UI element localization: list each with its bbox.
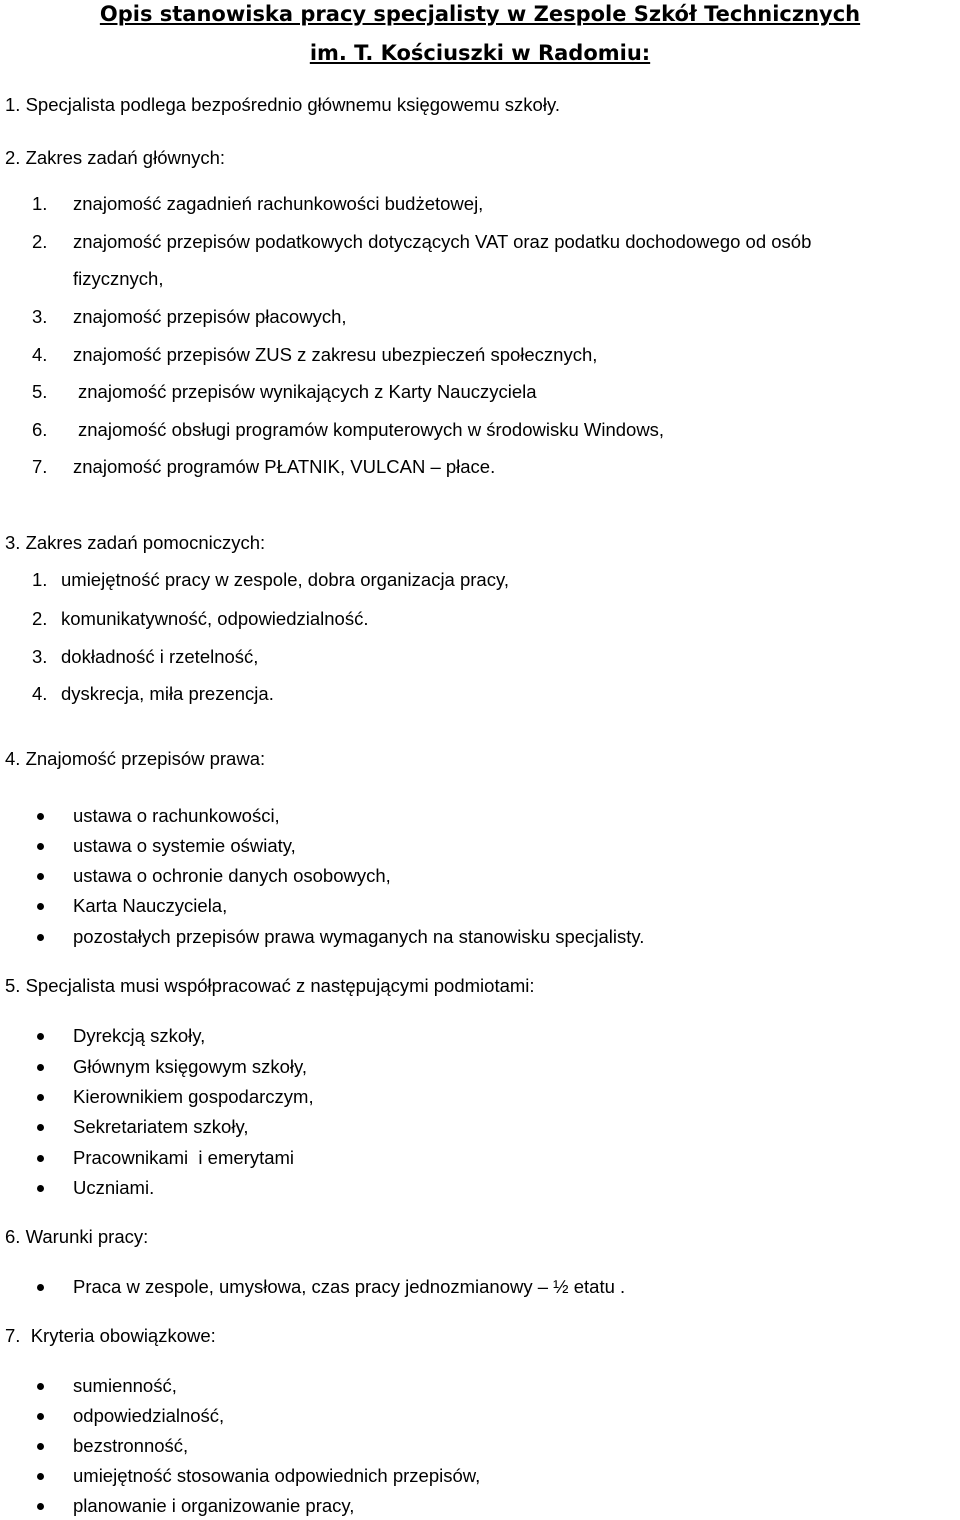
list-item-number: 2. — [32, 608, 48, 629]
list-item: umiejętność pracy w zespole, dobra organizacja pracy, — [61, 569, 509, 590]
list-item-number: 3. — [32, 306, 48, 327]
list-item: sumienność, — [73, 1375, 177, 1396]
bullet-icon — [37, 1124, 44, 1131]
list-item: komunikatywność, odpowiedzialność. — [61, 608, 369, 629]
list-item: ustawa o systemie oświaty, — [73, 835, 296, 856]
bullet-icon — [37, 843, 44, 850]
list-item: Sekretariatem szkoły, — [73, 1116, 249, 1137]
list-item-number: 5. — [32, 381, 48, 402]
list-item: Uczniami. — [73, 1177, 155, 1198]
list-item: Głównym księgowym szkoły, — [73, 1056, 308, 1077]
section-5-heading: 5. Specjalista musi współpracować z następującymi podmiotami: — [5, 975, 535, 996]
list-item: odpowiedzialność, — [73, 1405, 225, 1426]
section-4-heading: 4. Znajomość przepisów prawa: — [5, 748, 266, 769]
list-item: dokładność i rzetelność, — [61, 646, 259, 667]
list-item: znajomość programów PŁATNIK, VULCAN – płace. — [73, 456, 496, 477]
list-item: Pracownikami i emerytami — [73, 1147, 295, 1168]
bullet-icon — [37, 1064, 44, 1071]
section-7-heading: 7. Kryteria obowiązkowe: — [5, 1325, 216, 1346]
list-item-number: 1. — [32, 569, 48, 590]
list-item-number: 1. — [32, 193, 48, 214]
list-item: znajomość przepisów podatkowych dotyczących VAT oraz podatku dochodowego od osób — [73, 231, 812, 252]
bullet-icon — [37, 813, 44, 820]
document-title-line-1: Opis stanowiska pracy specjalisty w Zespole Szkół Technicznych — [99, 2, 861, 26]
bullet-icon — [37, 1284, 44, 1291]
list-item: pozostałych przepisów prawa wymaganych na stanowisku specjalisty. — [73, 926, 645, 947]
list-item: ustawa o rachunkowości, — [73, 805, 280, 826]
list-item-continuation: fizycznych, — [73, 268, 164, 289]
list-item: znajomość przepisów ZUS z zakresu ubezpieczeń społecznych, — [73, 344, 598, 365]
bullet-icon — [37, 1155, 44, 1162]
list-item: ustawa o ochronie danych osobowych, — [73, 865, 391, 886]
list-item: znajomość obsługi programów komputerowych w środowisku Windows, — [78, 419, 665, 440]
bullet-icon — [37, 903, 44, 910]
bullet-icon — [37, 1443, 44, 1450]
list-item-number: 6. — [32, 419, 48, 440]
list-item: Dyrekcją szkoły, — [73, 1025, 206, 1046]
list-item: dyskrecja, miła prezencja. — [61, 683, 274, 704]
section-1-text: 1. Specjalista podlega bezpośrednio głównemu księgowemu szkoły. — [5, 94, 560, 115]
list-item: znajomość przepisów wynikających z Karty Nauczyciela — [78, 381, 537, 402]
list-item: znajomość przepisów płacowych, — [73, 306, 347, 327]
bullet-icon — [37, 1094, 44, 1101]
list-item: Kierownikiem gospodarczym, — [73, 1086, 314, 1107]
section-6-heading: 6. Warunki pracy: — [5, 1226, 149, 1247]
bullet-icon — [37, 1185, 44, 1192]
list-item: bezstronność, — [73, 1435, 189, 1456]
bullet-icon — [37, 934, 44, 941]
list-item-number: 2. — [32, 231, 48, 252]
list-item: umiejętność stosowania odpowiednich przepisów, — [73, 1465, 481, 1486]
list-item-number: 4. — [32, 683, 48, 704]
section-3-heading: 3. Zakres zadań pomocniczych: — [5, 532, 266, 553]
document-title-line-2: im. T. Kościuszki w Radomiu: — [309, 41, 651, 65]
bullet-icon — [37, 1033, 44, 1040]
bullet-icon — [37, 873, 44, 880]
section-2-heading: 2. Zakres zadań głównych: — [5, 147, 226, 168]
bullet-icon — [37, 1413, 44, 1420]
list-item: Praca w zespole, umysłowa, czas pracy jednozmianowy – ½ etatu . — [73, 1276, 626, 1297]
list-item-number: 7. — [32, 456, 48, 477]
bullet-icon — [37, 1473, 44, 1480]
list-item: planowanie i organizowanie pracy, — [73, 1495, 355, 1516]
bullet-icon — [37, 1383, 44, 1390]
list-item: znajomość zagadnień rachunkowości budżetowej, — [73, 193, 484, 214]
list-item-number: 3. — [32, 646, 48, 667]
list-item: Karta Nauczyciela, — [73, 895, 228, 916]
bullet-icon — [37, 1503, 44, 1510]
list-item-number: 4. — [32, 344, 48, 365]
